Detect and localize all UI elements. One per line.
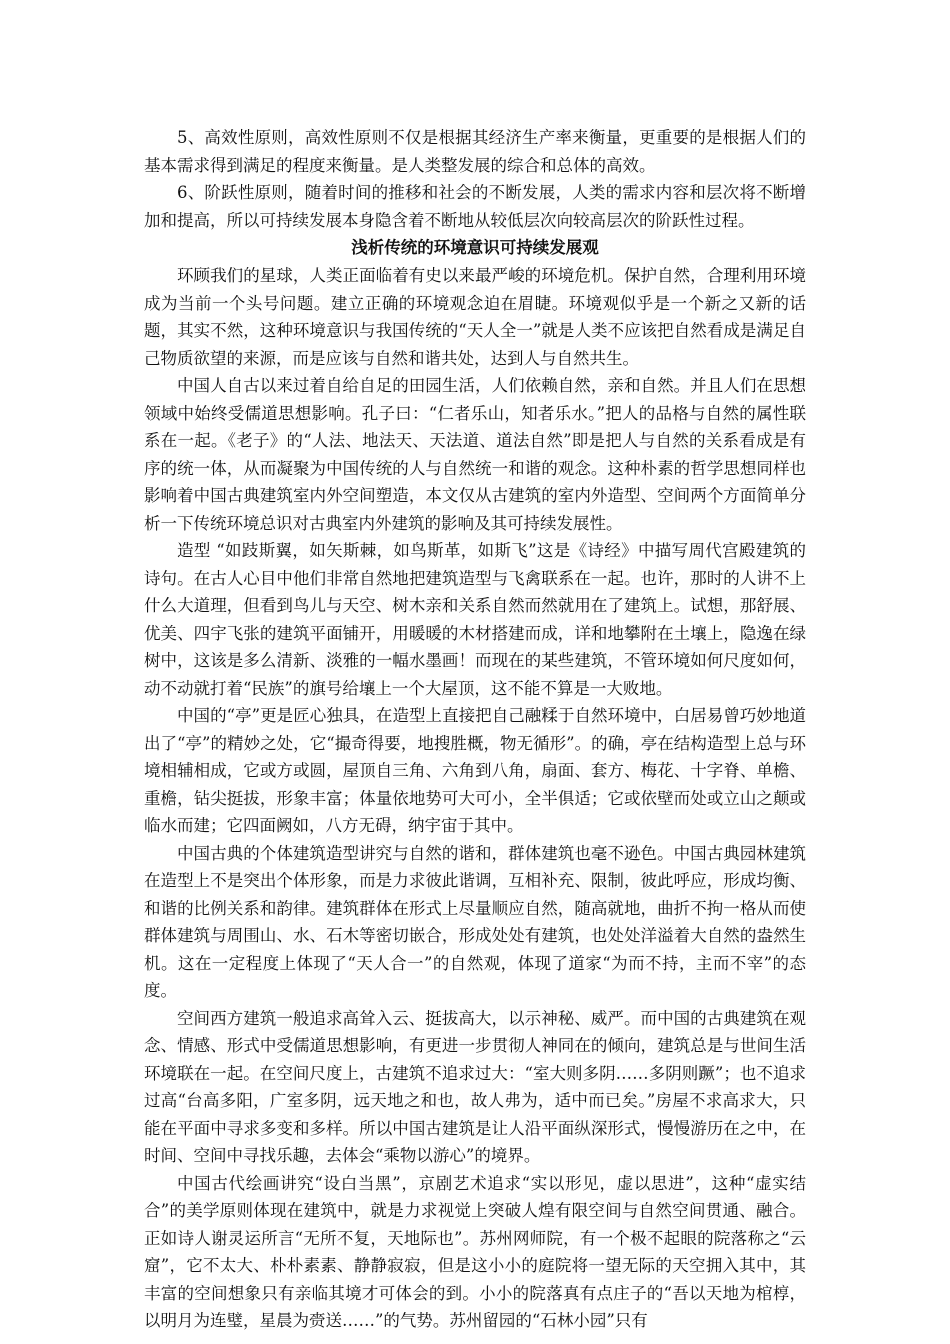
article-title: 浅析传统的环境意识可持续发展观 bbox=[351, 238, 599, 257]
paragraph-void-solid: 中国古代绘画讲究“设白当黑”，京剧艺术追求“实以形见，虚以思进”，这种“虚实结合”的美学原则体现在建筑中，就是力求视觉上突破人煌有限空间与自然空间贯通、融合。正如诗人谢灵运所言“无所不复，天地际也”。苏州网师院，有一个极不起眼的院落称之“云窟”，它不太大、朴朴素素、静静寂寂，但是这小小的庭院将一望无际的天空拥入其中，其丰富的空间想象只有亲临其境才可体会的到。小小的院落真有点庄子的“吾以天地为棺椁，以明月为连璧，星晨为赍送……”的气势。苏州留园的“石林小园”只有 bbox=[144, 1173, 806, 1330]
paragraph-environment-crisis: 环顾我们的星球，人类正面临着有史以来最严峻的环境危机。保护自然，合理利用环境成为当前一个头号问题。建立正确的环境观念迫在眉睫。环境观似乎是一个新之又新的话题，其实不然，这种环境意识与我国传统的“天人全一”就是人类不应该把自然看成是满足自己物质欲望的来源，而是应该与自然和谐共处，达到人与自然共生。 bbox=[144, 266, 806, 368]
paragraph-group-buildings: 中国古典的个体建筑造型讲究与自然的谐和，群体建筑也毫不逊色。中国古典园林建筑在造型上不是突出个体形象，而是力求彼此谐调，互相补充、限制，彼此呼应，形成均衡、和谐的比例关系和韵律。建筑群体在形式上尽量顺应自然，随高就地，曲折不拘一格从而使群体建筑与周围山、水、石木等密切嵌合，形成处处有建筑，也处处洋溢着大自然的盎然生机。这在一定程度上体现了“天人合一”的自然观，体现了道家“为而不持，主而不宰”的态度。 bbox=[144, 843, 806, 1000]
paragraph-confucian-taoist: 中国人自古以来过着自给自足的田园生活，人们依赖自然，亲和自然。并且人们在思想领域中始终受儒道思想影响。孔子曰：“仁者乐山，知者乐水。”把人的品格与自然的属性联系在一起。《老子》的“人法、地法天、天法道、道法自然”即是把人与自然的关系看成是有序的统一体，从而凝聚为中国传统的人与自然统一和谐的观念。这种朴素的哲学思想同样也影响着中国古典建筑室内外空间塑造，本文仅从古建筑的室内外造型、空间两个方面简单分析一下传统环境总识对古典室内外建筑的影响及其可持续发展性。 bbox=[144, 376, 806, 533]
paragraph-principle-5: 5、高效性原则，高效性原则不仅是根据其经济生产率来衡量，更重要的是根据人们的基本需求得到满足的程度来衡量。是人类整发展的综合和总体的高效。 bbox=[144, 128, 806, 175]
paragraph-pavilion: 中国的“亭”更是匠心独具，在造型上直接把自己融糅于自然环境中，白居易曾巧妙地道出了“亭”的精妙之处，它“撮奇得要，地搜胜概，物无循形”。的确，亭在结构造型上总与环境相辅相成，它或方或圆，屋顶自三角、六角到八角，扇面、套方、梅花、十字脊、单檐、重檐，钻尖挺拔，形象丰富；体量依地势可大可小，全半俱适；它或依壁而处或立山之颠或临水而建；它四面阙如，八方无碍，纳宇宙于其中。 bbox=[144, 706, 806, 835]
paragraph-form: 造型 “如跂斯翼，如矢斯棘，如鸟斯革，如斯飞”这是《诗经》中描写周代宫殿建筑的诗句。在古人心目中他们非常自然地把建筑造型与飞禽联系在一起。也许，那时的人讲不上什么大道理，但看到鸟儿与天空、树木亲和关系自然而然就用在了建筑上。试想，那舒展、优美、四宇飞张的建筑平面铺开，用暖暖的木材搭建而成，详和地攀附在土壤上，隐逸在绿树中，这该是多么清新、淡雅的一幅水墨画！而现在的某些建筑，不管环境如何尺度如何，动不动就打着“民族”的旗号给壤上一个大屋顶，这不能不算是一大败地。 bbox=[144, 541, 806, 698]
document-body bbox=[144, 124, 806, 1335]
paragraph-principle-6: 6、阶跃性原则，随着时间的推移和社会的不断发展，人类的需求内容和层次将不断增加和提高，所以可持续发展本身隐含着不断地从较低层次向较高层次的阶跃性过程。 bbox=[144, 183, 806, 230]
paragraph-space: 空间西方建筑一般追求高耸入云、挺拔高大，以示神秘、威严。而中国的古典建筑在观念、情感、形式中受儒道思想影响，有更进一步贯彻人神同在的倾向，建筑总是与世间生活环境联在一起。在空间尺度上，古建筑不追求过大：“室大则多阴……多阴则蹶”；也不追求过高“台高多阳，广室多阴，远天地之和也，故人弗为，适中而已矣。”房屋不求高求大，只能在平面中寻求多变和多样。所以中国古建筑是让人沿平面纵深形式，慢慢游历在之中，在时间、空间中寻找乐趣，去体会“乘物以游心”的境界。 bbox=[144, 1008, 806, 1165]
